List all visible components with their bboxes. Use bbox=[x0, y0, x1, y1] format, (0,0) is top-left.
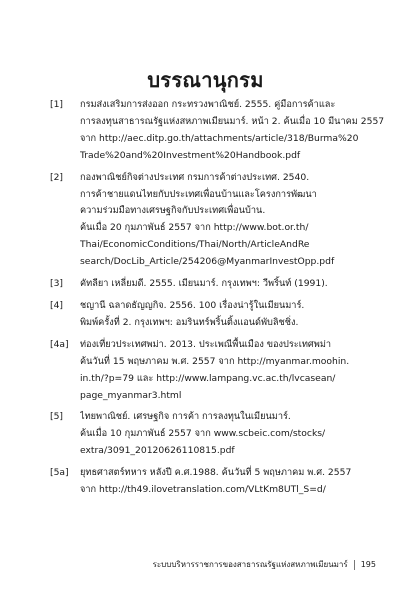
reference-line: ค้นเมื่อ 20 กุมภาพันธ์ 2557 จาก http://www.bot.or.th/ bbox=[80, 222, 309, 234]
reference-text bbox=[80, 170, 390, 271]
reference-text bbox=[80, 409, 390, 460]
reference-line: search/DocLib_Article/254206@MyanmarInvestOpp.pdf bbox=[80, 256, 335, 268]
reference-number: [5] bbox=[50, 411, 64, 423]
reference-entry bbox=[50, 409, 390, 460]
reference-line: พิมพ์ครั้งที่ 2. กรุงเทพฯ: อมรินทร์พริ้นติ้งแอนด์พับลิชชิ่ง. bbox=[80, 316, 299, 328]
reference-line: Thai/EconomicConditions/Thai/North/ArticleAndRe bbox=[80, 239, 310, 251]
reference-text bbox=[80, 276, 390, 293]
reference-list bbox=[50, 97, 390, 504]
reference-line: ท่องเที่ยวประเทศพม่า. 2013. ประเพณีพื้นเมือง ของประเทศพม่า bbox=[80, 338, 332, 350]
reference-entry bbox=[50, 465, 390, 499]
reference-number: [3] bbox=[50, 278, 64, 290]
reference-entry bbox=[50, 298, 390, 332]
reference-line: จาก http://th49.ilovetranslation.com/VLtKm8UTl_S=d/ bbox=[80, 484, 326, 496]
reference-number: [4] bbox=[50, 299, 64, 311]
reference-number: [1] bbox=[50, 99, 64, 110]
reference-line: จาก http://aec.ditp.go.th/attachments/article/318/Burma%20 bbox=[80, 132, 359, 144]
reference-line: page_myanmar3.html bbox=[80, 389, 182, 401]
reference-line: in.th/?p=79 และ http://www.lampang.vc.ac.th/lvcasean/ bbox=[80, 372, 336, 384]
reference-number: [5a] bbox=[50, 467, 69, 479]
reference-line: คัทลียา เหลี่ยมดี. 2555. เมียนมาร์. กรุงเทพฯ: วีพริ้นท์ (1991). bbox=[80, 278, 328, 290]
reference-entry bbox=[50, 337, 390, 405]
reference-entry bbox=[50, 170, 390, 271]
page-number: 195 bbox=[360, 560, 376, 569]
reference-text bbox=[80, 465, 390, 499]
reference-line: Trade%20and%20Investment%20Handbook.pdf bbox=[80, 149, 301, 161]
reference-number: [4a] bbox=[50, 338, 69, 350]
reference-line: extra/3091_20120626110815.pdf bbox=[80, 445, 235, 457]
reference-line: ความร่วมมือทางเศรษฐกิจกับประเทศเพื่อนบ้าน. bbox=[80, 205, 266, 217]
reference-line: ค้นวันที่ 15 พฤษภาคม พ.ศ. 2557 จาก http://myanmar.moohin. bbox=[80, 355, 350, 367]
reference-line: กองพาณิชย์กิจต่างประเทศ กรมการค้าต่างประเทศ. 2540. bbox=[80, 171, 310, 183]
reference-text bbox=[80, 337, 390, 405]
reference-line: ยุทธศาสตร์ทหาร หลังปี ค.ศ.1988. ค้นวันที่ 5 พฤษภาคม พ.ศ. 2557 bbox=[80, 467, 352, 479]
reference-text bbox=[80, 97, 390, 165]
reference-line: ไทยพาณิชย์. เศรษฐกิจ การค้า การลงทุนในเมียนมาร์. bbox=[80, 411, 291, 423]
footer-text: ระบบบริหารราชการของสาธารณรัฐแห่งสหภาพเมียนมาร์ bbox=[152, 560, 348, 569]
reference-line: กรมส่งเสริมการส่งออก กระทรวงพาณิชย์. 2555. คู่มือการค้าและ bbox=[80, 99, 336, 110]
reference-line: ค้นเมื่อ 10 กุมภาพันธ์ 2557 จาก www.scbeic.com/stocks/ bbox=[80, 428, 326, 440]
reference-entry bbox=[50, 97, 390, 165]
reference-line: การค้าชายแดนไทยกับประเทศเพื่อนบ้านและโครงการพัฒนา bbox=[80, 188, 317, 200]
reference-text bbox=[80, 298, 390, 332]
page-title: บรรณานุกรม bbox=[147, 68, 264, 92]
page-footer bbox=[0, 558, 376, 571]
footer-separator bbox=[354, 560, 355, 570]
reference-line: ชญานี ฉลาดธัญญกิจ. 2556. 100 เรื่องน่ารู้ในเมียนมาร์. bbox=[80, 299, 305, 311]
reference-number: [2] bbox=[50, 171, 64, 183]
reference-entry bbox=[50, 276, 390, 293]
reference-line: การลงทุนสาธารณรัฐแห่งสหภาพเมียนมาร์. หน้า 2. ค้นเมื่อ 10 มีนาคม 2557 bbox=[80, 115, 385, 127]
